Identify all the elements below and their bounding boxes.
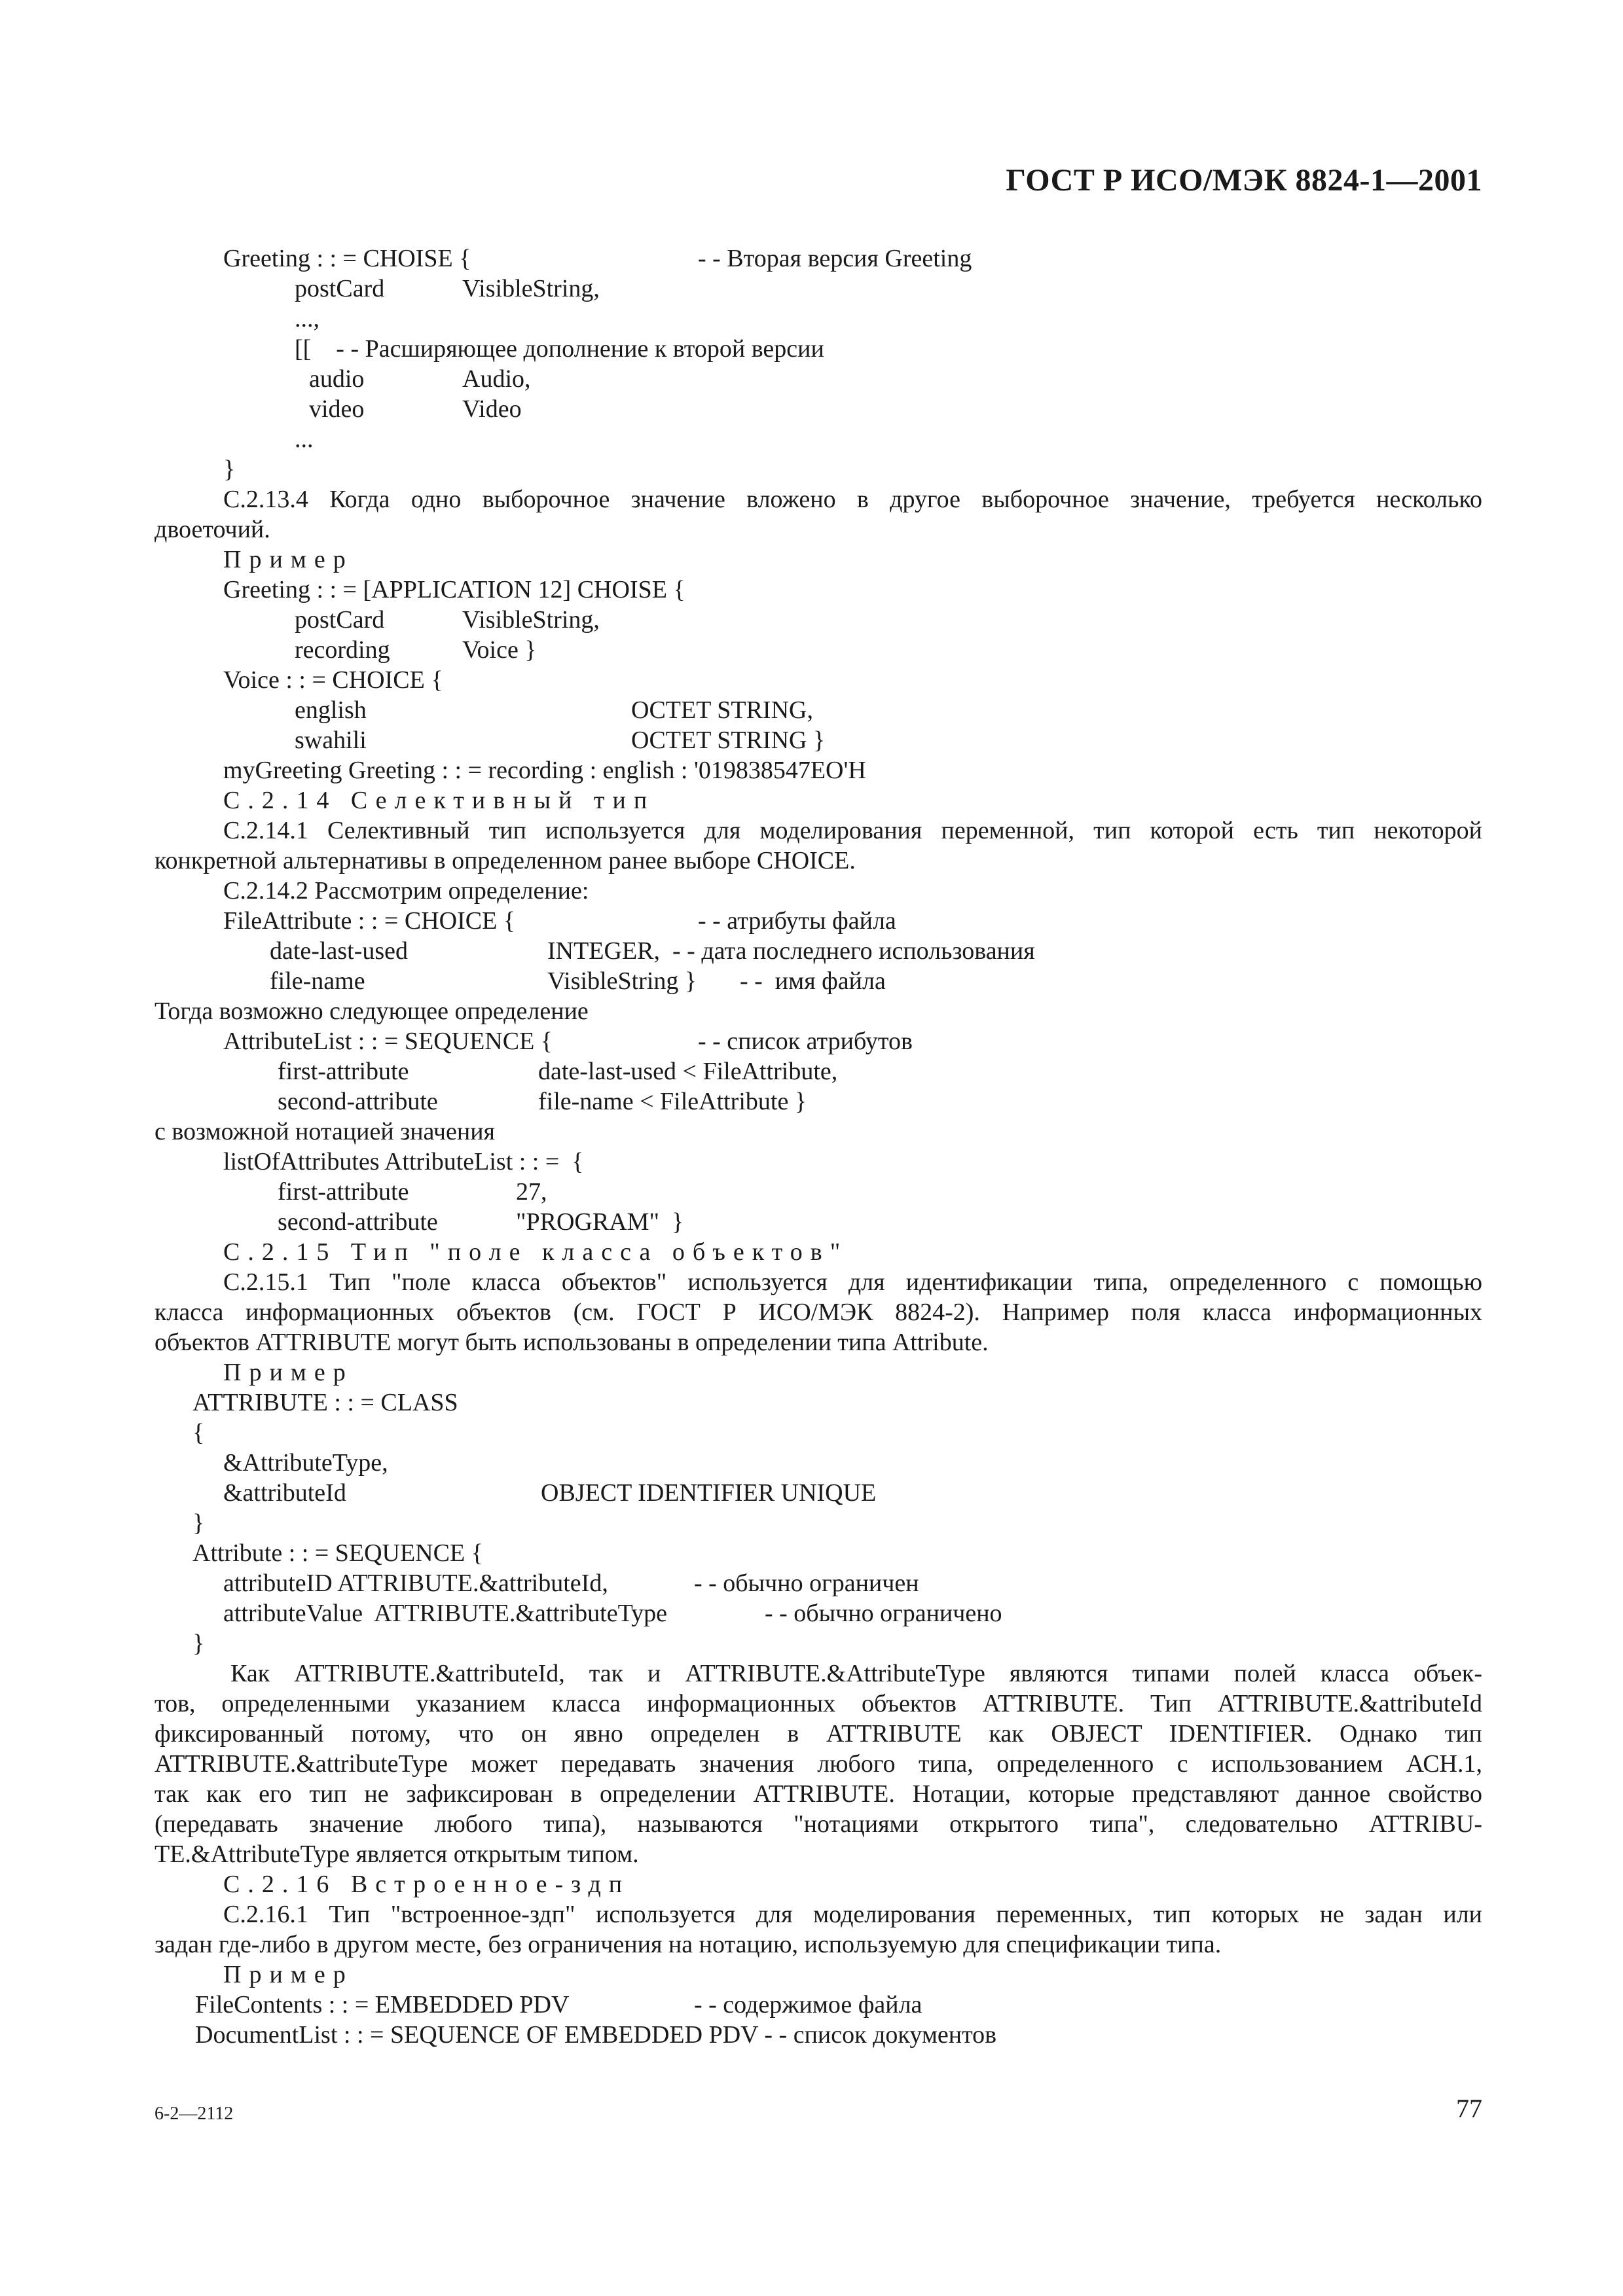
code-line: listOfAttributes AttributeList : : = { bbox=[223, 1148, 584, 1175]
code-line: postCard bbox=[295, 275, 385, 302]
paragraph-line: Как ATTRIBUTE.&attributeId, так и ATTRIBUTE.&AttributeType являются типами полей класса объек- bbox=[230, 1660, 1482, 1687]
code-line: audio bbox=[309, 365, 365, 393]
code-line: date-last-used bbox=[270, 937, 409, 965]
code-line: Greeting : : = CHOISE { bbox=[223, 245, 471, 272]
code-line: } bbox=[223, 456, 236, 483]
code-line: Greeting : : = [APPLICATION 12] CHOISE { bbox=[223, 576, 685, 603]
code-line: file-name bbox=[270, 967, 365, 995]
code-line: Audio, bbox=[462, 365, 531, 393]
code-line: VisibleString, bbox=[462, 606, 600, 634]
code-comment: - - имя файла bbox=[740, 967, 886, 995]
paragraph-line: конкретной альтернативы в определенном ранее выборе CHOICE. bbox=[155, 847, 856, 874]
paragraph-line: двоеточий. bbox=[155, 516, 270, 543]
code-line: swahili bbox=[295, 726, 367, 754]
code-line: attributeID ATTRIBUTE.&attributeId, bbox=[223, 1570, 608, 1597]
code-line: file-name < FileAttribute } bbox=[538, 1088, 807, 1115]
code-line: Voice : : = CHOICE { bbox=[223, 666, 443, 694]
code-line: 27, bbox=[516, 1178, 547, 1206]
code-line: INTEGER, - - дата последнего использования bbox=[547, 937, 1035, 965]
document-header-title: ГОСТ Р ИСО/МЭК 8824-1—2001 bbox=[1006, 163, 1482, 198]
code-line: FileAttribute : : = CHOICE { bbox=[223, 907, 516, 935]
code-line: OBJECT IDENTIFIER UNIQUE bbox=[541, 1479, 877, 1507]
code-line: ... bbox=[295, 425, 314, 453]
code-line: first-attribute bbox=[278, 1178, 409, 1206]
section-heading: С.2.15 Тип "поле класса объектов" bbox=[223, 1238, 848, 1266]
example-label: Пример bbox=[223, 1961, 354, 1988]
section-heading: С.2.14 Селективный тип bbox=[223, 787, 655, 814]
paragraph-line: фиксированный потому, что он явно определен в ATTRIBUTE как OBJECT IDENTIFIER. Однако тип bbox=[155, 1720, 1482, 1748]
code-line: recording bbox=[295, 636, 390, 664]
paragraph-line: C.2.13.4 Когда одно выборочное значение вложено в другое выборочное значение, требуется несколько bbox=[223, 486, 1482, 513]
example-label: Пример bbox=[223, 546, 354, 573]
paragraph-line: задан где-либо в другом месте, без ограничения на нотацию, используемую для спецификации типа. bbox=[155, 1931, 1222, 1958]
code-line: postCard bbox=[295, 606, 385, 634]
code-line: ATTRIBUTE : : = CLASS bbox=[192, 1389, 458, 1416]
example-label: Пример bbox=[223, 1359, 354, 1386]
code-line: second-attribute bbox=[278, 1088, 438, 1115]
code-line: Video bbox=[462, 395, 522, 423]
code-line: } bbox=[192, 1509, 205, 1537]
code-line: { bbox=[192, 1419, 205, 1446]
code-line: attributeValue ATTRIBUTE.&attributeType bbox=[223, 1600, 668, 1627]
code-line: OCTET STRING } bbox=[631, 726, 826, 754]
code-line: english bbox=[295, 696, 367, 724]
code-line: AttributeList : : = SEQUENCE { bbox=[223, 1028, 553, 1055]
section-heading: С.2.16 Встроенное-здп bbox=[223, 1871, 630, 1898]
code-comment: - - список атрибутов bbox=[698, 1028, 913, 1055]
paragraph-line: так как его тип не зафиксирован в определении ATTRIBUTE. Нотации, которые представляют данное свойство bbox=[155, 1780, 1482, 1808]
paragraph-line: (передавать значение любого типа), называются "нотациями открытого типа", следовательно ATTRIBU- bbox=[155, 1810, 1482, 1838]
code-line: "PROGRAM" } bbox=[516, 1208, 684, 1236]
paragraph-line: С.2.15.1 Тип "поле класса объектов" используется для идентификации типа, определенного с помощью bbox=[223, 1268, 1482, 1296]
code-line: FileContents : : = EMBEDDED PDV bbox=[195, 1991, 570, 2018]
paragraph-line: С.2.14.1 Селективный тип используется для моделирования переменной, тип которой есть тип некоторой bbox=[223, 817, 1482, 844]
code-line: date-last-used < FileAttribute, bbox=[538, 1058, 838, 1085]
code-line: first-attribute bbox=[278, 1058, 409, 1085]
code-comment: - - Вторая версия Greeting bbox=[698, 245, 972, 272]
code-line: &attributeId bbox=[223, 1479, 346, 1507]
paragraph-line: TE.&AttributeType является открытым типом. bbox=[155, 1840, 639, 1868]
code-line: DocumentList : : = SEQUENCE OF EMBEDDED PDV - - список документов bbox=[195, 2021, 997, 2049]
code-line: Attribute : : = SEQUENCE { bbox=[192, 1539, 483, 1567]
code-comment: - - обычно ограничено bbox=[765, 1600, 1002, 1627]
paragraph-line: объектов ATTRIBUTE могут быть использованы в определении типа Attribute. bbox=[155, 1329, 989, 1356]
paragraph-line: С.2.16.1 Тип "встроенное-здп" используется для моделирования переменных, тип которых не задан или bbox=[223, 1901, 1482, 1928]
paragraph-line: С.2.14.2 Рассмотрим определение: bbox=[223, 877, 589, 905]
code-line: } bbox=[192, 1630, 205, 1657]
code-line: &AttributeType, bbox=[223, 1449, 388, 1477]
code-line: ..., bbox=[295, 305, 319, 332]
code-comment: - - обычно ограничен bbox=[694, 1570, 919, 1597]
code-comment: - - содержимое файла bbox=[694, 1991, 922, 2018]
code-line: Voice } bbox=[462, 636, 537, 664]
code-line: VisibleString } bbox=[547, 967, 697, 995]
code-line: video bbox=[309, 395, 365, 423]
paragraph-line: класса информационных объектов (см. ГОСТ Р ИСО/МЭК 8824-2). Например поля класса информационных bbox=[155, 1299, 1482, 1326]
paragraph-line: тов, определенными указанием класса информационных объектов ATTRIBUTE. Тип ATTRIBUTE.&attributeId bbox=[155, 1690, 1482, 1717]
paragraph-line: Тогда возможно следующее определение bbox=[155, 997, 589, 1025]
code-comment: - - атрибуты файла bbox=[698, 907, 896, 935]
printing-code: 6-2—2112 bbox=[155, 2104, 234, 2124]
code-line: myGreeting Greeting : : = recording : english : '019838547EO'H bbox=[223, 757, 866, 784]
code-line: [[ - - Расширяющее дополнение к второй версии bbox=[295, 335, 824, 363]
code-line: second-attribute bbox=[278, 1208, 438, 1236]
paragraph-line: ATTRIBUTE.&attributeType может передавать значения любого типа, определенного с использованием АСН.1, bbox=[155, 1750, 1482, 1778]
paragraph-line: с возможной нотацией значения bbox=[155, 1118, 496, 1145]
code-line: VisibleString, bbox=[462, 275, 600, 302]
code-line: OCTET STRING, bbox=[631, 696, 813, 724]
page-number: 77 bbox=[1456, 2094, 1482, 2123]
